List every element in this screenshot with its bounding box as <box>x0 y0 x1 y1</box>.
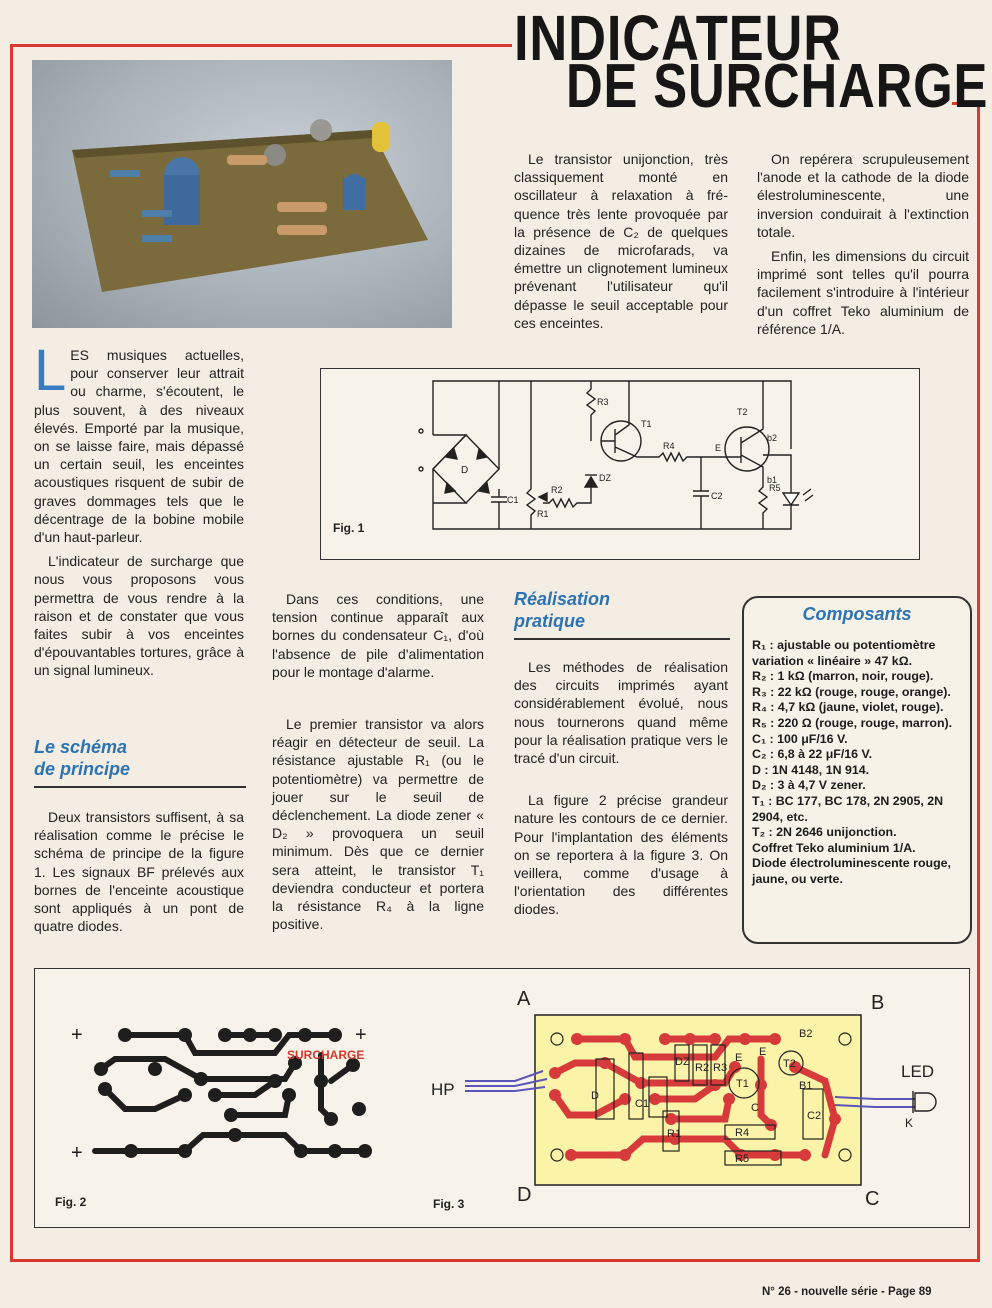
fig3-corner-b: B <box>871 992 885 1014</box>
composant-item: D₂ : 3 à 4,7 V zener. <box>752 778 866 793</box>
heading-schema-line2: de principe <box>34 759 131 779</box>
fig3-hp-wires <box>465 1071 547 1091</box>
fig2-plus-br: + <box>355 1142 367 1164</box>
fig3-led-label: LED <box>901 1062 935 1081</box>
circuit-board-illustration <box>32 60 452 328</box>
figures-2-3-drawing <box>35 969 969 1227</box>
fig2-plus-tl: + <box>71 1024 83 1046</box>
fig1-label-r2: R2 <box>551 485 563 495</box>
fig3-label-r1: R1 <box>667 1128 682 1140</box>
composant-item: R₅ : 220 Ω (rouge, rouge, marron). <box>752 715 953 730</box>
composant-item: Diode électroluminescente rouge, jaune, ou verte. <box>752 856 951 886</box>
composants-list <box>752 638 964 888</box>
fig3-k-label: K <box>905 1116 914 1130</box>
frame-top-left <box>10 44 512 47</box>
figures-2-3-box <box>34 968 970 1228</box>
fig1-label-r3: R3 <box>597 397 609 407</box>
dropcap: L <box>34 338 67 403</box>
fig1-label-d: D <box>461 465 469 476</box>
composant-item: C₁ : 100 μF/16 V. <box>752 731 848 746</box>
conditions-text <box>272 590 484 939</box>
fig1-label-r1: R1 <box>537 509 549 519</box>
composant-item: C₂ : 6,8 à 22 μF/16 V. <box>752 747 873 762</box>
reperer-p1: On repérera scrupuleusement l'anode et la cathode de la diode élestroluminescente, une inversion conduirait à l'extinction totale. <box>757 151 969 240</box>
fig3-corner-a: A <box>517 988 531 1010</box>
fig3-label-b2: B2 <box>799 1028 813 1040</box>
fig3-label-r4: R4 <box>735 1127 750 1139</box>
fig3-label-r2: R2 <box>695 1062 710 1074</box>
frame-left <box>10 44 13 1262</box>
fig3-label-c1: C1 <box>635 1098 650 1110</box>
fig2-caption: Fig. 2 <box>55 1195 87 1209</box>
fig3-caption: Fig. 3 <box>433 1197 465 1211</box>
realisation-text <box>514 658 728 925</box>
fig1-label-c2: C2 <box>711 491 723 501</box>
ujt-text <box>514 150 728 338</box>
fig3-corner-d: D <box>517 1184 532 1206</box>
composant-item: T₁ : BC 177, BC 178, 2N 2905, 2N 2904, etc. <box>752 793 944 824</box>
fig3-label-e2: E <box>759 1046 767 1058</box>
intro-p2: L'indicateur de surcharge que nous vous proposons vous permettra de vous rendre à la raison et de constater que vous faites subir à vos enceintes d'épouvantables tortures, grâce à un signal lumineux. <box>34 553 244 679</box>
page-footer: N° 26 - nouvelle série - Page 89 <box>762 1286 932 1298</box>
fig1-label-t1: T1 <box>641 419 652 429</box>
fig3-label-r5: R5 <box>735 1153 750 1165</box>
composant-item: R₃ : 22 kΩ (rouge, rouge, orange). <box>752 684 951 699</box>
fig3-corner-c: C <box>865 1188 880 1210</box>
fig2-plus-tr: + <box>355 1024 367 1046</box>
composant-item: T₂ : 2N 2646 unijonction. <box>752 825 897 840</box>
fig3-label-b1: B1 <box>799 1080 813 1092</box>
fig1-label-e: E <box>715 443 722 453</box>
conditions-p2: Le premier transistor va alors réagir en détecteur de seuil. La résistance ajustable R₁ (ou le potentiomètre) va permettre de jouer sur le seuil de déclenchement. La diode zener « D₂ » provoquera un seuil minimum. Dès que ce dernier sera atteint, le transistor T₁ deviendra conducteur et portera la résistance R₄ à la ligne positive. <box>272 716 484 933</box>
heading-realisation <box>514 588 728 632</box>
circuit-photo <box>32 60 452 328</box>
figure-1-box <box>320 368 920 560</box>
composant-item: R₄ : 4,7 kΩ (jaune, violet, rouge). <box>752 700 944 715</box>
fig3-label-r3: R3 <box>713 1062 728 1074</box>
intro-text <box>34 338 244 686</box>
heading-realisation-line1: Réalisation <box>514 589 611 609</box>
fig1-label-t2: T2 <box>737 407 748 417</box>
fig3-label-t1: T1 <box>736 1078 749 1090</box>
reperer-p2: Enfin, les dimensions du circuit imprimé sont telles qu'il pourra facilement s'introduire à l'intérieur d'un coffret Teko aluminium de référence 1/A. <box>757 248 969 337</box>
composant-item: D : 1N 4148, 1N 914. <box>752 762 870 777</box>
fig1-label-dz: DZ <box>599 473 611 483</box>
realisation-p1: Les méthodes de réalisation des circuits imprimés ayant considérablement évolué, nous nous tournerons quand même pour la réalisation pratique vers le tracé d'un circuit. <box>514 659 728 767</box>
title-line2: DE SURCHARGE <box>566 52 989 121</box>
fig1-caption: Fig. 1 <box>333 521 365 535</box>
frame-right <box>977 102 980 1262</box>
reperer-text <box>757 150 969 344</box>
heading-realisation-rule <box>514 638 730 640</box>
heading-schema-rule <box>34 786 246 788</box>
ujt-p1: Le transistor unijonction, très classiquement monté en oscillateur à relaxation à fréquence très lente provoquée par la présence de C₂ de quelques dizaines de microfarads, va émettre un clignotement lumineux prévenant l'utilisateur qu'il dépasse le seuil acceptable pour ces enceintes. <box>514 151 728 331</box>
heading-realisation-line2: pratique <box>514 611 586 631</box>
heading-schema-line1: Le schéma <box>34 737 128 757</box>
fig3-label-d: D <box>591 1090 599 1102</box>
fig1-label-c1: C1 <box>507 495 519 505</box>
schema-text <box>34 808 244 941</box>
fig1-label-b2: b2 <box>767 433 778 443</box>
title-line1: INDICATEUR <box>514 2 842 74</box>
fig3-label-t2: T2 <box>783 1058 796 1070</box>
intro-p1: ES musiques actuelles, pour conserver leur attrait ou charme, s'écoutent, le plus souvent, à des niveaux élevés. Emporté par la musique, on se laisse faire, mais dépassé un certain seuil, les enceintes acoustiques risquent de subir de graves dommages tels que le décentrage de la bobine mobile d'un haut-parleur. <box>34 347 244 546</box>
fig3-label-e1: E <box>735 1052 743 1064</box>
fig3-label-dz: DZ <box>675 1056 690 1068</box>
composant-item: Coffret Teko aluminium 1/A. <box>752 840 916 855</box>
fig1-label-r4: R4 <box>663 441 675 451</box>
realisation-p2: La figure 2 précise grandeur nature les contours de ce dernier. Pour l'implantation des éléments on se reportera à la figure 3. On veillera, comme d'usage à l'orientation des différentes diodes. <box>514 792 728 918</box>
composants-title: Composants <box>802 604 912 624</box>
led-icon <box>913 1091 936 1113</box>
fig2-surcharge-text: SURCHARGE <box>287 1048 365 1062</box>
frame-bottom <box>10 1259 980 1262</box>
schema-p1: Deux transistors suffisent, à sa réalisation comme le précise le schéma de principe de la figure 1. Les signaux BF prélevés aux bornes de l'enceinte acoustique sont appliqués à un pont de quatre diodes. <box>34 809 244 935</box>
composant-item: R₁ : ajustable ou potentiomètre variation « linéaire » 47 kΩ. <box>752 638 936 668</box>
fig3-label-c2: C2 <box>807 1110 822 1122</box>
fig3-label-c: C <box>751 1102 759 1114</box>
fig3-hp-label: HP <box>431 1080 455 1099</box>
heading-schema <box>34 736 244 780</box>
composants-box <box>742 596 972 944</box>
fig2-plus-bl: + <box>71 1142 83 1164</box>
composant-item: R₂ : 1 kΩ (marron, noir, rouge). <box>752 669 934 684</box>
figure-1-schematic <box>321 369 919 559</box>
fig1-label-r5: R5 <box>769 483 781 493</box>
conditions-p1: Dans ces conditions, une tension continue apparaît aux bornes du condensateur C₁, d'où l'absence de pile d'alimentation pour le montage d'alarme. <box>272 591 484 680</box>
fig1-label-b1: b1 <box>767 475 778 485</box>
